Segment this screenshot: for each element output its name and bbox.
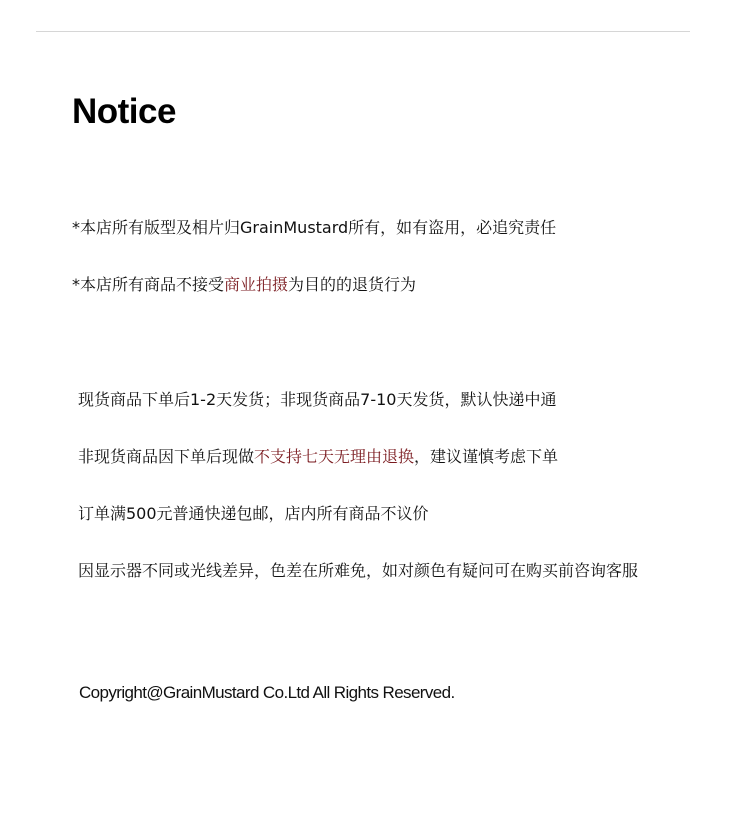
color-difference-policy: 因显示器不同或光线差异，色差在所难免，如对颜色有疑问可在购买前咨询客服 <box>78 561 639 580</box>
page-title: Notice <box>72 92 176 131</box>
copyright-text: Copyright@GrainMustard Co.Ltd All Rights Reserved. <box>79 683 455 702</box>
return-notice <box>72 274 416 296</box>
free-shipping-policy: 订单满500元普通快递包邮，店内所有商品不议价 <box>78 504 429 523</box>
no-return-highlight: 不支持七天无理由退换 <box>254 447 415 466</box>
top-divider <box>36 31 690 32</box>
return-notice-suffix: 为目的的退货行为 <box>288 275 417 294</box>
return-notice-prefix: *本店所有商品不接受 <box>72 275 225 294</box>
no-return-policy <box>78 446 558 468</box>
return-notice-highlight: 商业拍摄 <box>224 275 289 294</box>
rights-notice: *本店所有版型及相片归GrainMustard所有，如有盗用，必追究责任 <box>72 218 557 237</box>
shipping-policy: 现货商品下单后1-2天发货；非现货商品7-10天发货，默认快递中通 <box>78 390 557 409</box>
no-return-prefix: 非现货商品因下单后现做 <box>78 447 255 466</box>
no-return-suffix: ，建议谨慎考虑下单 <box>414 447 559 466</box>
